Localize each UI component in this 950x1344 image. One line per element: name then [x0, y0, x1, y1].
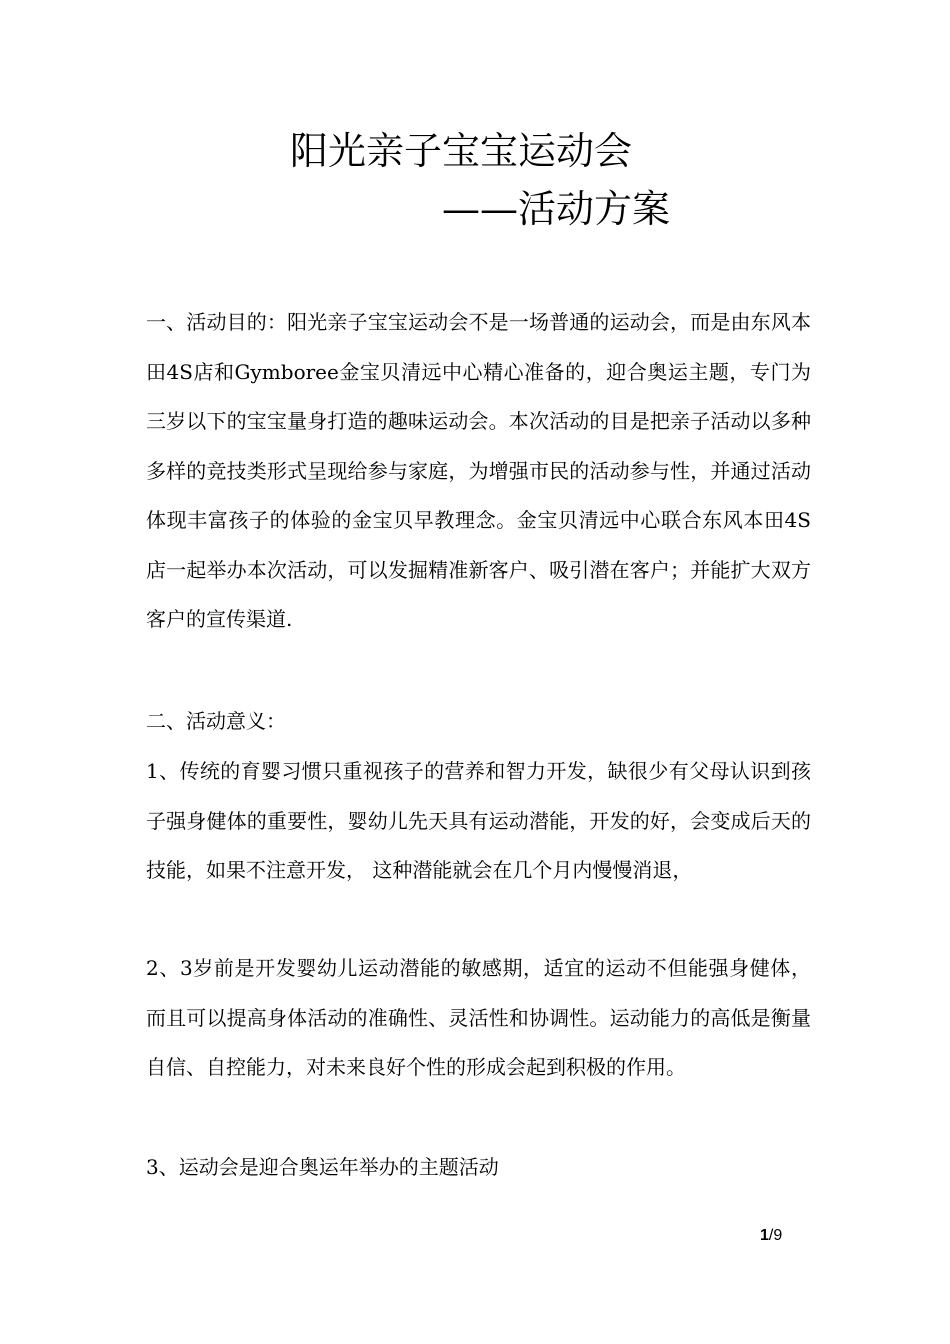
paragraph-point-3: 3、运动会是迎合奥运年举办的主题活动 — [146, 1155, 499, 1179]
paragraph-point-2: 2、3岁前是开发婴幼儿运动潜能的敏感期，适宜的运动不但能强身健体，而且可以提高身体活动的准确性、灵活性和协调性。运动能力的高低是衡量自信、自控能力，对未来良好个性的形成会起到积极的作用。 — [146, 956, 811, 1079]
current-page-number: 1 — [760, 1227, 769, 1244]
total-pages: 9 — [773, 1227, 783, 1244]
paragraph-point-1: 1、传统的育婴习惯只重视孩子的营养和智力开发，缺很少有父母认识到孩子强身健体的重要性，婴幼儿先天具有运动潜能，开发的好，会变成后天的技能，如果不注意开发， 这种潜能就会在几个月内慢慢消退， — [146, 759, 811, 882]
document-subtitle: ——活动方案 — [442, 187, 671, 231]
paragraph-purpose: 一、活动目的：阳光亲子宝宝运动会不是一场普通的运动会，而是由东风本田4S店和Gymboree金宝贝清远中心精心准备的，迎合奥运主题，专门为三岁以下的宝宝量身打造的趣味运动会。本次活动的目是把亲子活动以多种多样的竞技类形式呈现给参与家庭，为增强市民的活动参与性，并通过活动体现丰富孩子的体验的金宝贝早教理念。金宝贝清远中心联合东风本田4S店一起举办本次活动，可以发掘精准新客户、吸引潜在客户；并能扩大双方客户的宣传渠道. — [146, 310, 811, 631]
page-number — [760, 1224, 782, 1248]
paragraph-significance-heading: 二、活动意义： — [146, 709, 286, 733]
document-title: 阳光亲子宝宝运动会 — [290, 129, 633, 173]
page-number-separator: / — [768, 1227, 774, 1244]
